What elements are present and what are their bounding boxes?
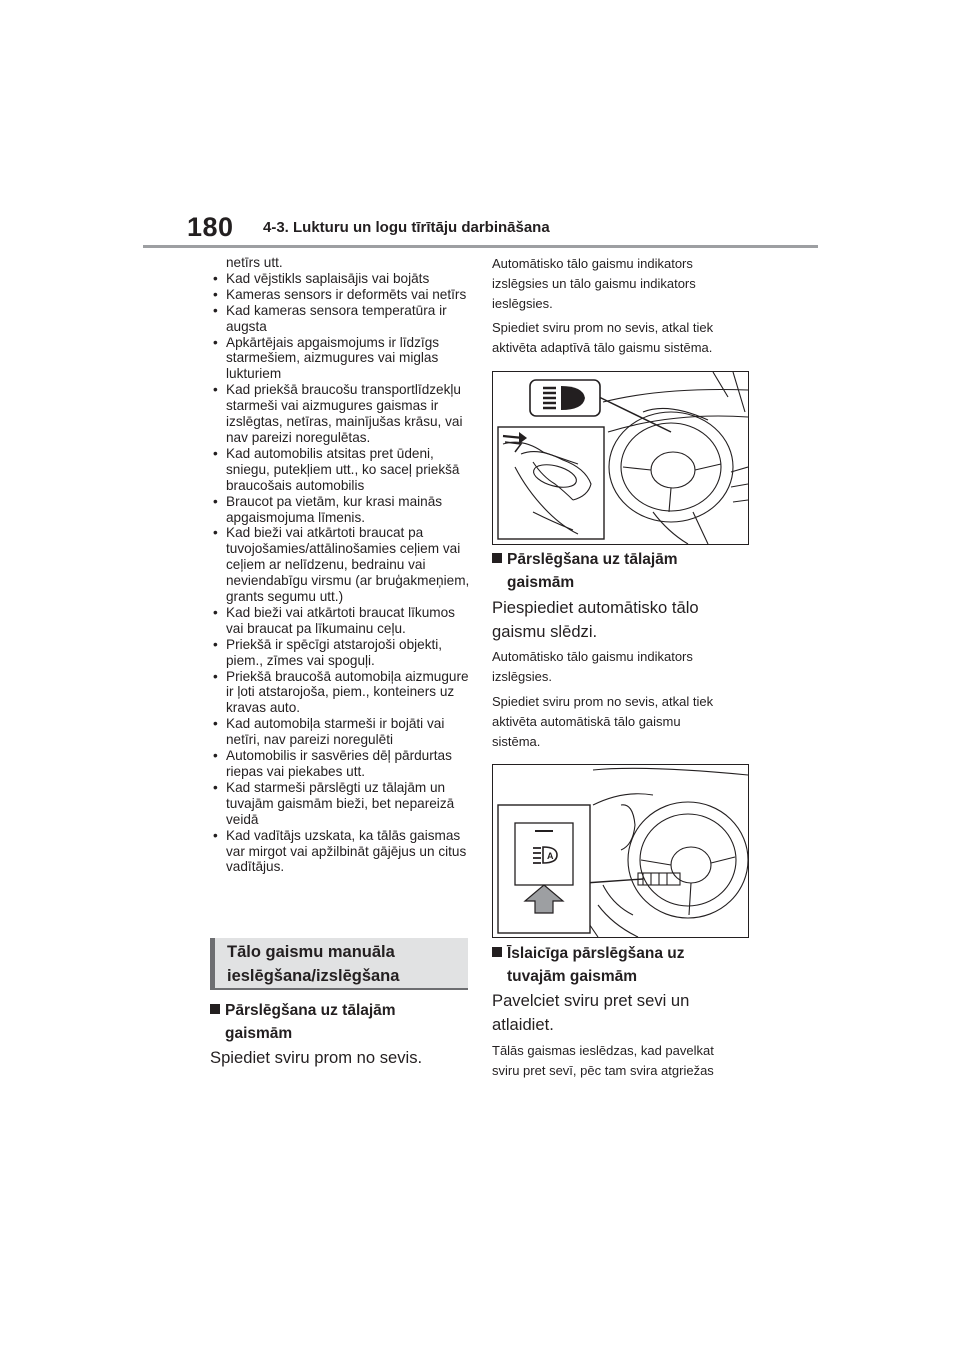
list-item: • Kad vadītājs uzskata, ka tālās gaismas var mirgot vai apžilbināt gājējus un citus vadītājus. [213,827,467,875]
list-item: • Priekšā ir spēcīgi atstarojoši objekti, piem., zīmes vai spoguļi. [213,636,443,668]
square-bullet-icon [492,947,502,957]
list-item: • Kameras sensors ir deformēts vai netīrs [213,286,467,302]
list-item: • Kad priekšā braucošu transportlīdzekļu starmeši vai aizmugures gaismas ir izslēgtas, netīras, mainījušas krāsu, vai nav pareizi noregulētas. [213,382,463,445]
square-bullet-icon [492,553,502,563]
list-item: netīrs utt. [226,255,283,270]
page-number: 180 [187,212,234,242]
switch-illustration [493,765,748,937]
instruction-text: Pavelciet sviru pret sevi un atlaidiet. [492,991,690,1034]
lever-illustration [493,372,748,544]
list-item: • Kad bieži vai atkārtoti braucat līkumos vai braucat pa līkumainu ceļu. [213,604,455,636]
section-title: 4-3. Lukturu un logu tīrītāju darbināšana [263,219,550,236]
list-item: • Braucot pa vietām, kur krasi mainās apgaismojuma līmenis. [213,493,443,525]
note-text: Spiediet sviru prom no sevis, atkal tiek aktivēta adaptīvā tālo gaismu sistēma. [492,320,714,355]
note-text: Automātisko tālo gaismu indikators izslēgsies un tālo gaismu indikators ieslēgsies. [492,256,696,311]
subheading: Pārslēgšana uz tālajām gaismām [492,548,752,594]
header-rule [143,245,818,248]
section-heading: Tālo gaismu manuāla ieslēgšana/izslēgšana [227,943,400,985]
list-item: • Kad automobiļa starmeši ir bojāti vai netīri, nav pareizi noregulēti [213,716,445,748]
list-item: • Automobilis ir sasvēries dēļ pārdurtas riepas vai piekabes utt. [213,748,452,779]
section-heading-box [210,938,468,990]
list-item: • Kad starmeši pārslēgti uz tālajām un tuvajām gaismām bieži, bet nepareizā veidā [213,779,455,827]
subheading: Īslaicīga pārslēgšana uz tuvajām gaismām [492,942,752,988]
list-item: • Kad automobilis atsitas pret ūdeni, sniegu, putekļiem utt., ko saceļ priekšā braucošais automobilis [213,445,460,493]
instruction-text: Spiediet sviru prom no sevis. [210,1048,423,1067]
list-item: • Kad bieži vai atkārtoti braucat pa tuvojošamies/attālinošamies ceļiem vai ceļiem ar nelīdzenu, bedrainu vai neviendabīgu virsmu (ar bruģakmeņiem, grants segumu utt.) [213,525,470,605]
subheading: Pārslēgšana uz tālajām gaismām [210,999,470,1045]
svg-text:A: A [547,851,554,861]
note-text: Automātisko tālo gaismu indikators izslēgsies. [492,649,693,684]
figure-auto-high-beam-switch [492,764,749,938]
figure-lever-push [492,371,749,545]
instruction-text: Piespiediet automātisko tālo gaismu slēdzi. [492,598,699,641]
list-item: • Kad kameras sensora temperatūra ir augsta [213,302,447,334]
list-item: • Kad vējstikls saplaisājis vai bojāts [213,270,430,286]
list-item: • Apkārtējais apgaismojums ir līdzīgs starmešiem, aizmugures vai miglas lukturiem [213,334,440,382]
note-text: Spiediet sviru prom no sevis, atkal tiek aktivēta automātiskā tālo gaismu sistēma. [492,694,714,749]
list-item: • Priekšā braucošā automobiļa aizmugure ir ļoti atstarojoša, piem., konteiners uz kravas auto. [213,668,469,716]
conditions-list [213,255,475,875]
square-bullet-icon [210,1004,220,1014]
note-text: Tālās gaismas ieslēdzas, kad pavelkat sviru pret sevī, pēc tam svira atgriežas [492,1043,714,1078]
